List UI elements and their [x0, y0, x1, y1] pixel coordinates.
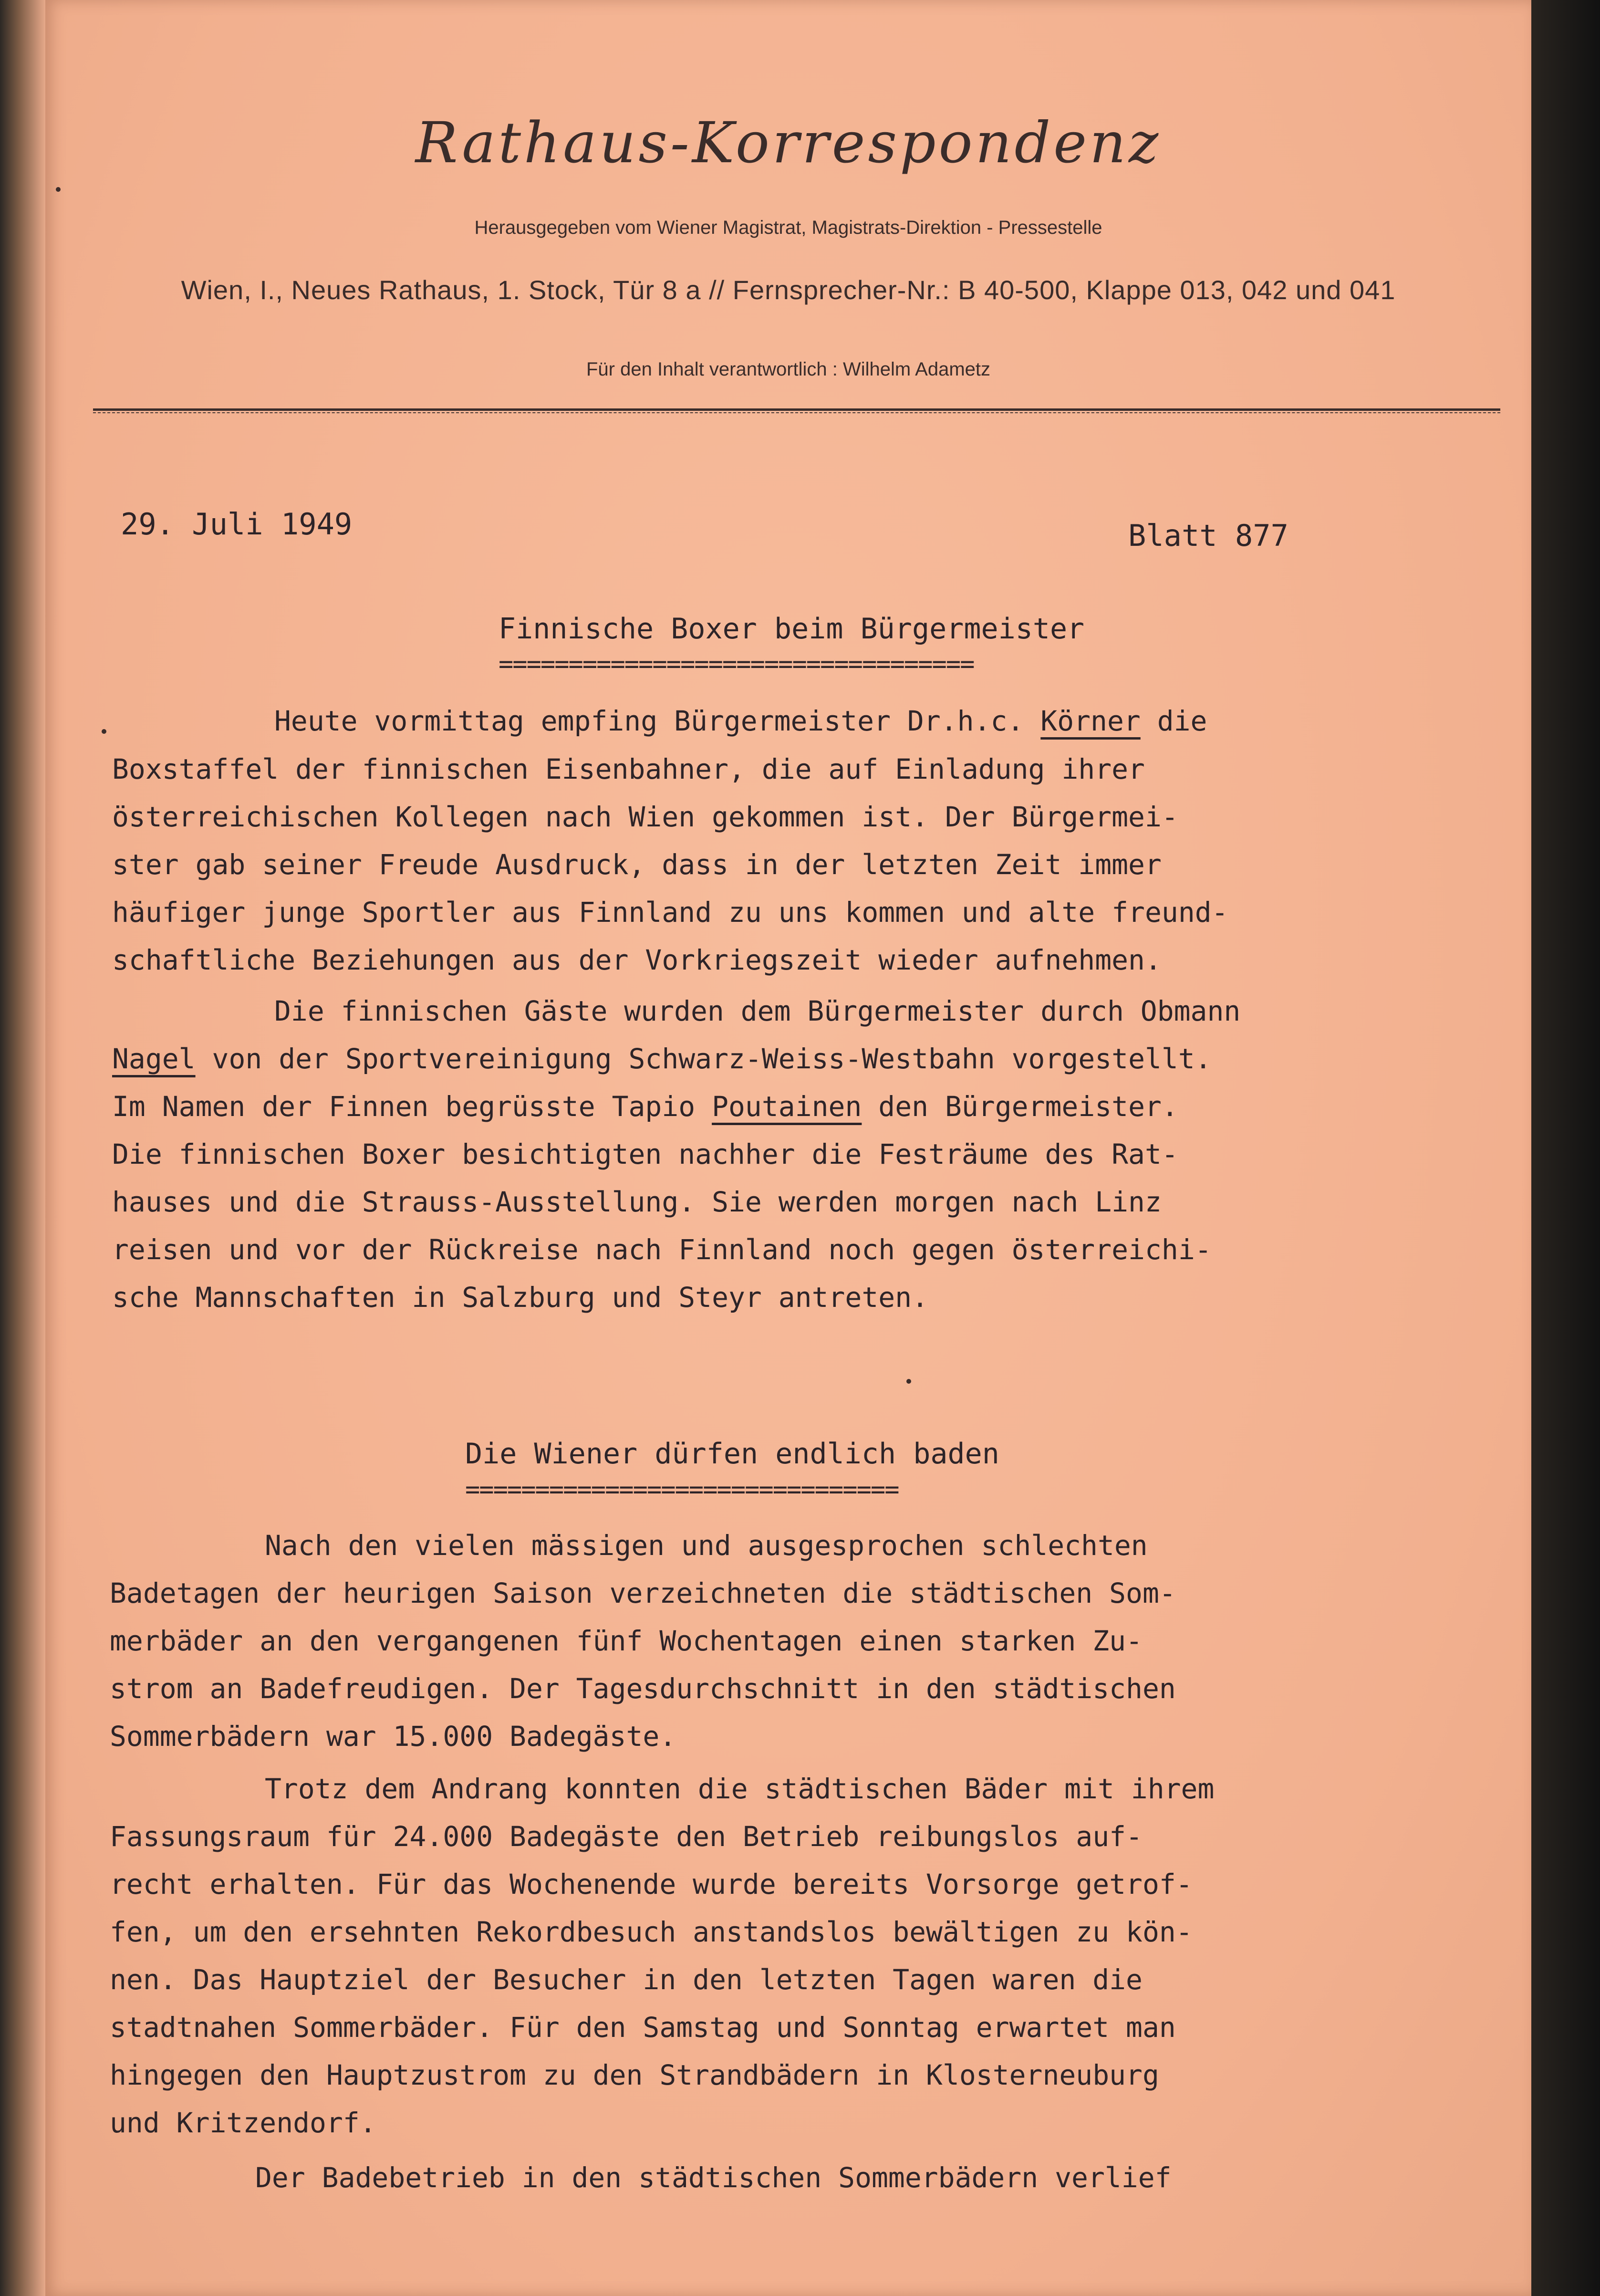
article-1-line — [112, 944, 1162, 976]
masthead-title: Rathaus-Korrespondenz — [415, 110, 1162, 176]
binding-edge — [0, 0, 45, 2296]
underlined-name: Nagel — [112, 1043, 196, 1075]
line-text: Im Namen der Finnen begrüsste Tapio — [112, 1090, 712, 1123]
article-2-line: Badetagen der heurigen Saison verzeichneten die städtischen Som- — [110, 1577, 1176, 1609]
article-2-line: fen, um den ersehnten Rekordbesuch anstandslos bewältigen zu kön- — [110, 1916, 1193, 1948]
article-1-line — [112, 801, 1178, 833]
article-2-line: Der Badebetrieb in den städtischen Sommerbädern verlief — [255, 2161, 1172, 2194]
article-1-title-underline: ================================== — [499, 650, 974, 678]
line-text: die — [1140, 705, 1207, 737]
line-text: schaftliche Beziehungen aus der Vorkriegszeit wieder aufnehmen. — [112, 944, 1162, 976]
article-2-line: und Kritzendorf. — [110, 2107, 376, 2139]
underlined-name: Körner — [1040, 705, 1141, 737]
line-text: reisen und vor der Rückreise nach Finnland noch gegen österreichi- — [112, 1233, 1212, 1266]
article-1-line — [274, 705, 1207, 737]
masthead-rule — [93, 408, 1500, 413]
line-text: häufiger junge Sportler aus Finnland zu uns kommen und alte freund- — [112, 896, 1228, 929]
article-2-line: Trotz dem Andrang konnten die städtischen Bäder mit ihrem — [265, 1773, 1215, 1805]
scan-background — [1528, 0, 1600, 2296]
article-2-line: stadtnahen Sommerbäder. Für den Samstag und Sonntag erwartet man — [110, 2011, 1176, 2044]
masthead-responsible: Für den Inhalt verantwortlich : Wilhelm Adametz — [586, 359, 990, 380]
article-1-line — [112, 1281, 928, 1314]
masthead-address: Wien, I., Neues Rathaus, 1. Stock, Tür 8 a // Fernsprecher-Nr.: B 40-500, Klappe 013, 042 und 041 — [181, 275, 1396, 305]
document-date: 29. Juli 1949 — [121, 507, 353, 542]
line-text: hauses und die Strauss-Ausstellung. Sie werden morgen nach Linz — [112, 1186, 1162, 1218]
article-2-line: Fassungsraum für 24.000 Badegäste den Betrieb reibungslos auf- — [110, 1820, 1143, 1853]
sheet-number: Blatt 877 — [1128, 518, 1288, 553]
article-2-line: strom an Badefreudigen. Der Tagesdurchschnitt in den städtischen — [110, 1672, 1176, 1705]
line-text: von der Sportvereinigung Schwarz-Weiss-Westbahn vorgestellt. — [195, 1043, 1212, 1075]
article-2-line: recht erhalten. Für das Wochenende wurde bereits Vorsorge getrof- — [110, 1868, 1193, 1900]
article-2-line: nen. Das Hauptziel der Besucher in den letzten Tagen waren die — [110, 1963, 1143, 1996]
line-text: Die finnischen Gäste wurden dem Bürgermeister durch Obmann — [274, 995, 1241, 1027]
article-2-title-underline: =============================== — [465, 1475, 899, 1504]
line-text: Boxstaffel der finnischen Eisenbahner, die auf Einladung ihrer — [112, 753, 1145, 785]
article-1-line — [112, 1233, 1212, 1266]
speck — [906, 1379, 911, 1384]
article-2-title: Die Wiener dürfen endlich baden — [465, 1437, 999, 1471]
article-1-line — [112, 1186, 1162, 1218]
line-text: ster gab seiner Freude Ausdruck, dass in der letzten Zeit immer — [112, 848, 1162, 881]
article-2-line: Nach den vielen mässigen und ausgesprochen schlechten — [265, 1529, 1148, 1562]
article-2-line: hingegen den Hauptzustrom zu den Strandbädern in Klosterneuburg — [110, 2059, 1159, 2091]
line-text: den Bürgermeister. — [862, 1090, 1178, 1123]
underlined-name: Poutainen — [712, 1090, 862, 1123]
line-text: sche Mannschaften in Salzburg und Steyr antreten. — [112, 1281, 929, 1314]
masthead-publisher: Herausgegeben vom Wiener Magistrat, Magistrats-Direktion - Pressestelle — [474, 217, 1102, 238]
line-text: Heute vormittag empfing Bürgermeister Dr.h.c. — [274, 705, 1041, 737]
line-text: Die finnischen Boxer besichtigten nachher die Festräume des Rat- — [112, 1138, 1178, 1170]
article-1-line — [274, 995, 1240, 1027]
article-2-line: Sommerbädern war 15.000 Badegäste. — [110, 1720, 676, 1753]
article-1-line — [112, 753, 1145, 785]
article-1-line — [112, 848, 1162, 881]
speck — [102, 729, 106, 734]
speck — [56, 187, 61, 192]
article-1-line — [112, 1138, 1178, 1170]
document-page — [45, 0, 1531, 2296]
article-1-line — [112, 896, 1228, 929]
article-1-title: Finnische Boxer beim Bürgermeister — [499, 612, 1085, 646]
article-1-line — [112, 1043, 1212, 1075]
line-text: österreichischen Kollegen nach Wien gekommen ist. Der Bürgermei- — [112, 801, 1178, 833]
article-1-line — [112, 1090, 1178, 1123]
article-2-line: merbäder an den vergangenen fünf Wochentagen einen starken Zu- — [110, 1625, 1143, 1657]
